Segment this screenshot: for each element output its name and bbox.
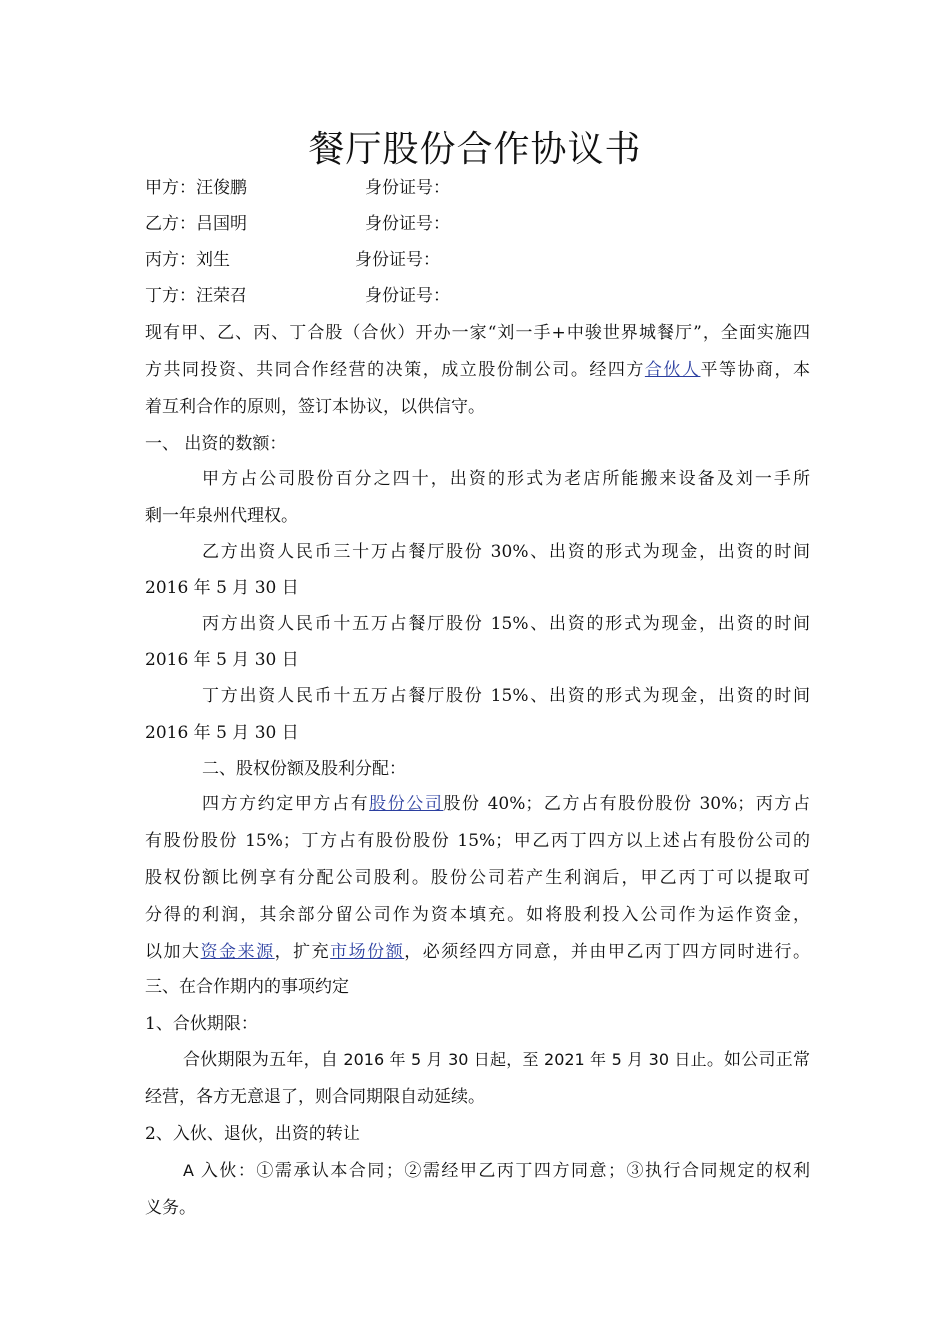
join-label: A xyxy=(183,1161,194,1180)
section-2-text: 股份 40%；乙方占有股份股份 30%；丙方占 xyxy=(443,794,810,814)
join-withdraw-heading: 2、入伙、退伙，出资的转让 xyxy=(145,1124,360,1144)
section-2-line-3: 股权份额比例享有分配公司股利。股份公司若产生利润后，甲乙丙丁可以提取可 xyxy=(145,868,810,888)
term-text: 合伙期限为五年，自 xyxy=(183,1050,339,1070)
ding-contribution-line-1: 丁方出资人民币十五万占餐厅股份 15%、出资的形式为现金，出资的时间 xyxy=(202,686,810,706)
bing-contribution-date: 2016 年 5 月 30 日 xyxy=(145,650,299,670)
yi-contribution-date: 2016 年 5 月 30 日 xyxy=(145,578,299,598)
term-text: 。如公司正常 xyxy=(706,1050,810,1070)
capital-source-link[interactable]: 资金来源 xyxy=(200,942,275,962)
market-share-link[interactable]: 市场份额 xyxy=(330,942,405,962)
jia-contribution-line-1: 甲方占公司股份百分之四十，出资的形式为老店所能搬来设备及刘一手所 xyxy=(202,469,810,489)
party-id-label: 身份证号： xyxy=(365,178,450,198)
bing-contribution-line-1: 丙方出资人民币十五万占餐厅股份 15%、出资的形式为现金，出资的时间 xyxy=(202,614,810,634)
intro-text: 平等协商，本 xyxy=(700,360,811,380)
party-id-label: 身份证号： xyxy=(365,286,450,306)
intro-line-2 xyxy=(145,358,810,382)
section-1-heading: 一、 出资的数额： xyxy=(145,434,287,454)
section-2-line-2: 有股份股份 15%；丁方占有股份股份 15%；甲乙丙丁四方以上述占有股份公司的 xyxy=(145,831,810,851)
section-2-text: ，必须经四方同意，并由甲乙丙丁四方同时进行。 xyxy=(404,942,811,962)
document-title: 餐厅股份合作协议书 xyxy=(308,129,642,170)
party-name: 丙方：刘生 xyxy=(145,250,230,270)
party-name: 乙方：吕国明 xyxy=(145,214,247,234)
jia-contribution-line-2: 剩一年泉州代理权。 xyxy=(145,506,298,526)
join-line-2: 义务。 xyxy=(145,1198,196,1218)
term-dates: 2016 年 5 月 30 日起，至 2021 年 5 月 30 日止 xyxy=(338,1050,707,1069)
term-line-2: 经营，各方无意退了，则合同期限自动延续。 xyxy=(145,1087,485,1107)
section-2-heading: 二、股权份额及股利分配： xyxy=(202,759,406,779)
section-2-text: 以加大 xyxy=(145,942,201,962)
section-2-line-4: 分得的利润，其余部分留公司作为资本填充。如将股利投入公司作为运作资金， xyxy=(145,905,810,925)
term-heading: 1、合伙期限： xyxy=(145,1014,258,1034)
section-2-text: 四方方约定甲方占有 xyxy=(202,794,370,814)
join-line-1 xyxy=(183,1159,810,1183)
section-2-line-1 xyxy=(202,792,810,816)
intro-line-1: 现有甲、乙、丙、丁合股（合伙）开办一家“刘一手+中骏世界城餐厅”，全面实施四 xyxy=(145,323,810,343)
yi-contribution-line-1: 乙方出资人民币三十万占餐厅股份 30%、出资的形式为现金，出资的时间 xyxy=(202,542,810,562)
ding-contribution-date: 2016 年 5 月 30 日 xyxy=(145,723,299,743)
partner-link[interactable]: 合伙人 xyxy=(644,360,701,380)
intro-line-3: 着互利合作的原则，签订本协议，以供信守。 xyxy=(145,397,485,417)
intro-text: 方共同投资、共同合作经营的决策，成立股份制公司。经四方 xyxy=(145,360,645,380)
party-name: 甲方：汪俊鹏 xyxy=(145,178,247,198)
join-text: 入伙：①需承认本合同；②需经甲乙丙丁四方同意；③执行合同规定的权利 xyxy=(193,1161,810,1181)
term-line-1 xyxy=(183,1048,810,1072)
joint-stock-company-link[interactable]: 股份公司 xyxy=(369,794,444,814)
party-name: 丁方：汪荣召 xyxy=(145,286,247,306)
party-id-label: 身份证号： xyxy=(355,250,440,270)
party-id-label: 身份证号： xyxy=(365,214,450,234)
section-2-text: ，扩充 xyxy=(274,942,331,962)
section-3-heading: 三、在合作期内的事项约定 xyxy=(145,977,349,997)
section-2-line-5 xyxy=(145,940,810,964)
